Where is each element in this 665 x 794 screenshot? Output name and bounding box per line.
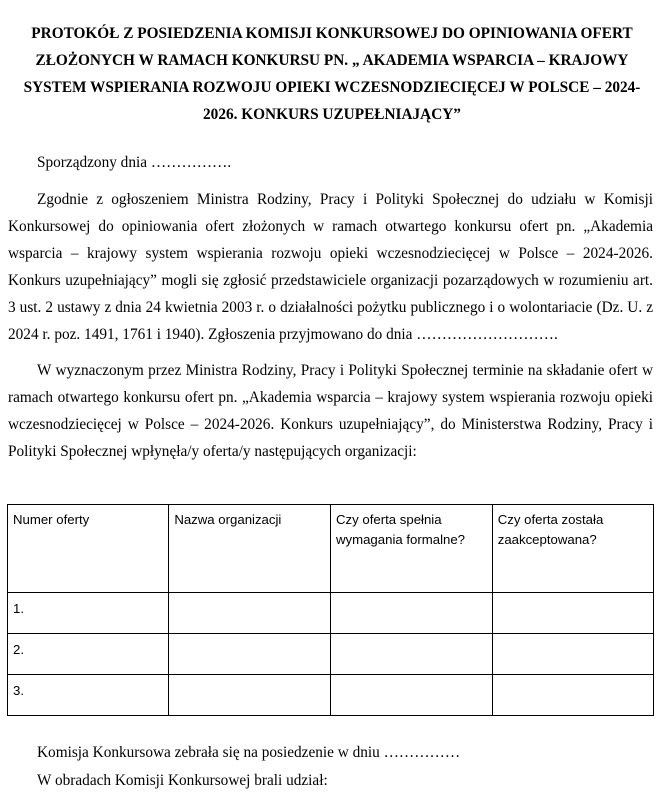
date-line: Sporządzony dnia ……………. [37,154,232,171]
cell-offer-number: 2. [8,634,169,675]
table-row [8,634,654,675]
paragraph-announcement: Zgodnie z ogłoszeniem Ministra Rodziny, Pracy i Polityki Społecznej do udziału w Komisji Konkursowej do opiniowania ofert złożonych w ramach otwartego konkursu ofert pn. „Akademia wsparcia – krajowy system wspierania rozwoju opieki wczesnodziecięcej w Polsce – 2024-2026. Konkurs uzupełniający” mogli się zgłosić przedstawiciele organizacji pozarządowych w rozumieniu art. 3 ust. 2 ustawy z dnia 24 kwietnia 2003 r. o działalności pożytku publicznego i o wolontariacie (Dz. U. z 2024 r. poz. 1491, 1761 i 1940). Zgłoszenia przyjmowano do dnia ………………………. [8,191,653,343]
cell-organization-name [169,675,331,716]
header-organization-name: Nazwa organizacji [169,505,331,593]
cell-offer-accepted [492,634,653,675]
cell-offer-number: 1. [8,593,169,634]
paragraph-meeting-date: Komisja Konkursowa zebrała się na posiedzenie w dniu …………… [37,744,461,761]
cell-offer-accepted [492,593,653,634]
cell-formal-requirements [331,675,493,716]
table-header-row [8,505,654,593]
paragraph-offers-received: W wyznaczonym przez Ministra Rodziny, Pracy i Polityki Społecznej terminie na składanie ofert w ramach otwartego konkursu ofert pn. „Akademia wsparcia – krajowy system wspierania rozwoju opieki wczesnodziecięcej w Polsce – 2024-2026. Konkurs uzupełniający”, do Ministerstwa Rodziny, Pracy i Polityki Społecznej wpłynęła/y oferta/y następujących organizacji: [8,362,653,460]
cell-offer-number: 3. [8,675,169,716]
paragraph-participants: W obradach Komisji Konkursowej brali udział: [37,772,328,789]
table-row [8,675,654,716]
cell-formal-requirements [331,593,493,634]
document-title: PROTOKÓŁ Z POSIEDZENIA KOMISJI KONKURSOWEJ DO OPINIOWANIA OFERT ZŁOŻONYCH W RAMACH KONKURSU PN. „ AKADEMIA WSPARCIA – KRAJOWY SYSTEM WSPIERANIA ROZWOJU OPIEKI WCZESNODZIECIĘCEJ W POLSCE – 2024-2026. KONKURS UZUPEŁNIAJĄCY” [23,25,641,123]
cell-formal-requirements [331,634,493,675]
cell-organization-name [169,593,331,634]
cell-organization-name [169,634,331,675]
header-offer-accepted: Czy oferta została zaakceptowana? [492,505,653,593]
offers-table [7,504,654,716]
table-row [8,593,654,634]
header-formal-requirements: Czy oferta spełnia wymagania formalne? [331,505,493,593]
cell-offer-accepted [492,675,653,716]
header-offer-number: Numer oferty [8,505,169,593]
